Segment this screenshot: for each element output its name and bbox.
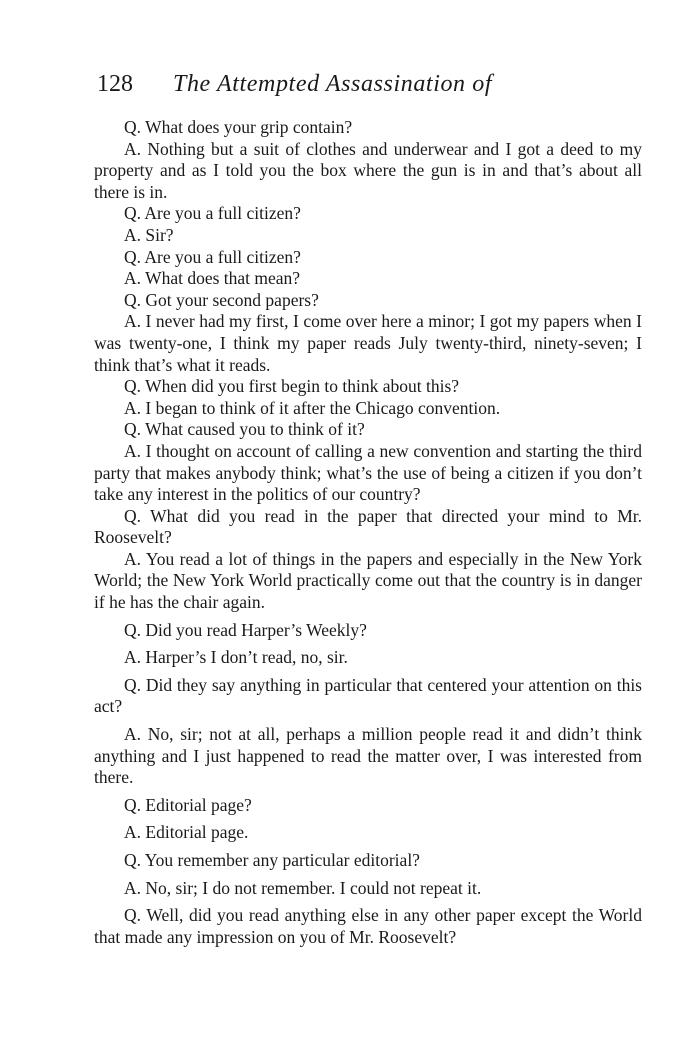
running-header — [97, 70, 577, 98]
paragraph: A. Editorial page. — [124, 822, 249, 843]
paragraph: A. Nothing but a suit of clothes and underwear and I got a deed to my property and as I told you the box where the gun is in and that’s about all there is in. — [94, 138, 642, 202]
paragraph: Q. Are you a full citizen? — [124, 203, 301, 224]
paragraph: A. I began to think of it after the Chicago convention. — [124, 397, 501, 418]
paragraph: A. I thought on account of calling a new convention and starting the third party that makes anybody think; what’s the use of being a citizen if you don’t take any interest in the politics of our country? — [94, 440, 642, 505]
paragraph: A. What does that mean? — [124, 268, 301, 289]
paragraph: A. No, sir; not at all, perhaps a million people read it and didn’t think anything and I just happened to read the matter over, I was interested from there. — [94, 724, 642, 788]
paragraph: A. Harper’s I don’t read, no, sir. — [124, 647, 348, 668]
paragraph: Q. You remember any particular editorial? — [124, 850, 420, 870]
paragraph: Q. Did you read Harper’s Weekly? — [124, 619, 367, 640]
paragraph: Q. Editorial page? — [124, 794, 252, 815]
paragraph: A. You read a lot of things in the papers and especially in the New York World; the New York World practically come out that the country is in danger if he has the chair again. — [94, 548, 642, 613]
page-number: 128 — [97, 71, 133, 97]
paragraph: A. Sir? — [124, 224, 174, 245]
paragraph: A. No, sir; I do not remember. I could not repeat it. — [124, 877, 482, 898]
paragraph: Q. Did they say anything in particular that centered your attention on this act? — [94, 674, 642, 717]
running-title: The Attempted Assassination of — [173, 71, 493, 97]
page-body — [94, 117, 642, 948]
paragraph: Q. Well, did you read anything else in any other paper except the World that made any impression on you of Mr. Roosevelt? — [94, 905, 642, 947]
paragraph: Q. What caused you to think of it? — [124, 419, 365, 440]
paragraph: A. I never had my first, I come over here a minor; I got my papers when I was twenty-one, I think my paper reads July twenty-third, ninety-seven; I think that’s what it reads. — [94, 311, 642, 375]
paragraph: Q. What does your grip contain? — [124, 117, 353, 137]
paragraph: Q. Are you a full citizen? — [124, 246, 301, 267]
paragraph: Q. When did you first begin to think about this? — [124, 376, 460, 397]
paragraph: Q. What did you read in the paper that directed your mind to Mr. Roosevelt? — [94, 505, 642, 548]
paragraph: Q. Got your second papers? — [124, 289, 319, 310]
